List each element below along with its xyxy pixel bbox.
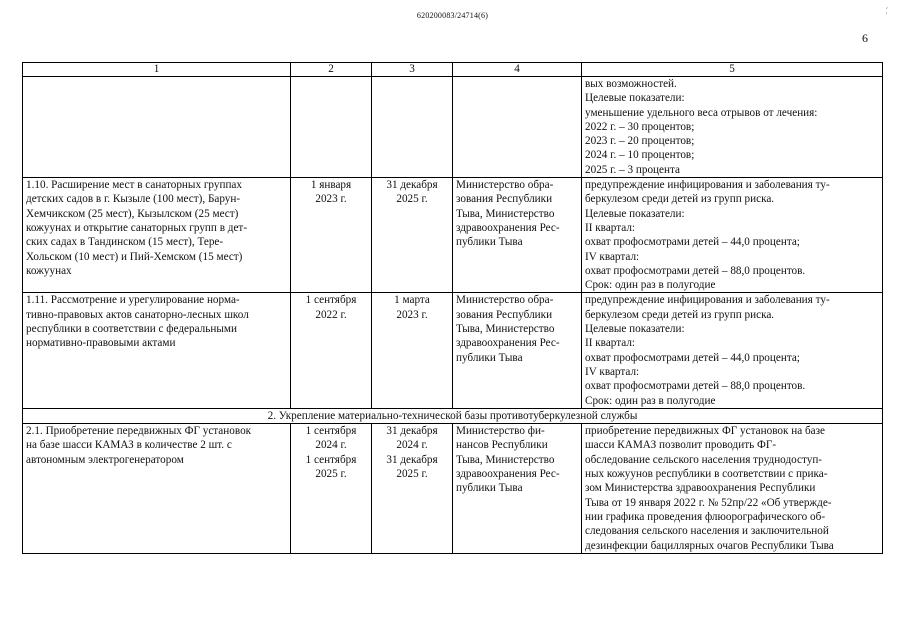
- text-line: Тыва, Министерство: [456, 453, 555, 466]
- text-line: 1 сентября: [305, 453, 357, 466]
- cell-2-1-measure: [23, 424, 291, 554]
- table-row-continuation: [23, 77, 883, 178]
- text-line: предупреждение инфицирования и заболевания ту-: [585, 179, 830, 192]
- document-id: 620200083/24714(6): [416, 11, 489, 20]
- section-header-row: [23, 408, 883, 423]
- text-line: 1.11. Рассмотрение и урегулирование норма-: [26, 294, 240, 307]
- text-line: охват профосмотрами детей – 44,0 процента;: [585, 236, 800, 249]
- cell-1-11-result: [582, 293, 883, 408]
- cell-continuation-col2: [291, 77, 372, 178]
- text-line: здравоохранения Рес-: [456, 468, 560, 481]
- cell-continuation-col4: [453, 77, 582, 178]
- column-header-4: 4: [453, 63, 582, 77]
- text-line: Тыва, Министерство: [456, 207, 555, 220]
- text-line: уменьшение удельного веса отрывов от лечения:: [585, 106, 818, 119]
- text-line: Срок: один раз в полугодие: [585, 394, 716, 407]
- text-line: 1 сентября: [305, 425, 357, 438]
- text-line: IV квартал:: [585, 365, 640, 378]
- text-line: 2.1. Приобретение передвижных ФГ установок: [26, 425, 252, 438]
- table-row-2-1: [23, 424, 883, 554]
- text-line: нормативно-правовыми актами: [26, 337, 176, 350]
- text-line: беркулезом среди детей из групп риска.: [585, 308, 775, 321]
- text-line: вых возможностей.: [585, 78, 677, 90]
- text-line: 2023 г.: [315, 193, 347, 206]
- text-line: республики в соответствии с федеральными: [26, 323, 237, 336]
- text-line: нии графика проведения флюорографического об-: [585, 510, 826, 523]
- text-line: Хемчикском (25 мест), Кызылском (25 мест): [26, 207, 239, 220]
- table-row-1-11: [23, 293, 883, 408]
- cell-2-1-end: [372, 424, 453, 554]
- text-line: 1.10. Расширение мест в санаторных группах: [26, 179, 242, 192]
- text-line: публики Тыва: [456, 482, 523, 495]
- text-line: Министерство обра-: [456, 179, 554, 192]
- cell-1-11-end: [372, 293, 453, 408]
- text-line: приобретение передвижных ФГ установок на базе: [585, 425, 826, 438]
- column-header-2: 2: [291, 63, 372, 77]
- cell-continuation-col3: [372, 77, 453, 178]
- text-line: 1 марта: [394, 294, 430, 307]
- text-line: 2025 г.: [396, 193, 428, 206]
- text-line: 1 сентября: [305, 294, 357, 307]
- text-line: 31 декабря: [386, 179, 438, 192]
- cell-1-10-result: [582, 178, 883, 293]
- text-line: детских садов в г. Кызыле (100 мест), Барун-: [26, 193, 241, 206]
- cell-2-1-start: [291, 424, 372, 554]
- text-line: 2023 г.: [396, 308, 428, 321]
- text-line: ных кожуунов республики в соответствии с прика-: [585, 468, 828, 481]
- cell-1-11-start: [291, 293, 372, 408]
- text-line: Целевые показатели:: [585, 207, 685, 220]
- text-line: IV квартал:: [585, 250, 640, 263]
- text-line: охват профосмотрами детей – 44,0 процента;: [585, 351, 800, 364]
- text-line: следования сельского населения и заключительной: [585, 525, 829, 538]
- column-header-5: 5: [582, 63, 883, 77]
- text-line: здравоохранения Рес-: [456, 337, 560, 350]
- text-line: Тыва от 19 января 2022 г. № 52пр/22 «Об утвержде-: [585, 496, 832, 509]
- text-line: 2025 г. – 3 процента: [585, 163, 680, 176]
- text-line: 2025 г.: [315, 468, 347, 481]
- text-line: кожуунах и открытие санаторных групп в дет-: [26, 221, 248, 234]
- text-line: Хольском (10 мест) и Пий-Хемском (15 мест): [26, 250, 243, 263]
- text-line: кожуунах: [26, 264, 72, 277]
- text-line: публики Тыва: [456, 351, 523, 364]
- cell-1-10-start: [291, 178, 372, 293]
- text-line: зования Республики: [456, 193, 553, 206]
- text-line: Министерство фи-: [456, 425, 545, 438]
- text-line: дезинфекции бациллярных очагов Республики Тыва: [585, 539, 834, 552]
- corner-mark: ·́: [885, 8, 888, 18]
- text-line: 31 декабря: [386, 425, 438, 438]
- cell-1-10-end: [372, 178, 453, 293]
- text-line: II квартал:: [585, 337, 636, 350]
- text-line: тивно-правовых актов санаторно-лесных школ: [26, 308, 249, 321]
- column-header-1: 1: [23, 63, 291, 77]
- text-line: Целевые показатели:: [585, 92, 685, 105]
- text-line: охват профосмотрами детей – 88,0 процентов.: [585, 264, 806, 277]
- text-line: 1 января: [310, 179, 352, 192]
- table-row-1-10: [23, 178, 883, 293]
- text-line: зом Министерства здравоохранения Республики: [585, 482, 816, 495]
- text-line: зования Республики: [456, 308, 553, 321]
- text-line: автономным электрогенератором: [26, 453, 184, 466]
- text-line: Министерство обра-: [456, 294, 554, 307]
- text-line: публики Тыва: [456, 236, 523, 249]
- page-number: 6: [862, 31, 868, 45]
- text-line: нансов Республики: [456, 439, 548, 452]
- text-line: на базе шасси КАМАЗ в количестве 2 шт. с: [26, 439, 232, 452]
- column-header-3: 3: [372, 63, 453, 77]
- cell-1-10-measure: [23, 178, 291, 293]
- cell-2-1-result: [582, 424, 883, 554]
- text-line: 2024 г.: [396, 439, 428, 452]
- text-line: 31 декабря: [386, 453, 438, 466]
- cell-1-11-responsible: [453, 293, 582, 408]
- text-line: 2022 г. – 30 процентов;: [585, 120, 695, 133]
- text-line: 2024 г.: [315, 439, 347, 452]
- cell-1-10-responsible: [453, 178, 582, 293]
- text-line: 2025 г.: [396, 468, 428, 481]
- column-header-row: [23, 63, 883, 77]
- text-line: 2023 г. – 20 процентов;: [585, 135, 695, 148]
- text-line: здравоохранения Рес-: [456, 221, 560, 234]
- text-line: Тыва, Министерство: [456, 323, 555, 336]
- text-line: Срок: один раз в полугодие: [585, 279, 716, 292]
- cell-1-11-measure: [23, 293, 291, 408]
- text-line: II квартал:: [585, 221, 636, 234]
- text-line: 2022 г.: [315, 308, 347, 321]
- text-line: предупреждение инфицирования и заболевания ту-: [585, 294, 830, 307]
- cell-2-1-responsible: [453, 424, 582, 554]
- cell-continuation-col1: [23, 77, 291, 178]
- text-line: беркулезом среди детей из групп риска.: [585, 193, 775, 206]
- section-2-title: 2. Укрепление материально-технической базы противотуберкулезной службы: [23, 408, 883, 423]
- text-line: ских садах в Тандинском (15 мест), Тере-: [26, 236, 224, 249]
- plan-table: [22, 62, 883, 554]
- text-line: Целевые показатели:: [585, 323, 685, 336]
- cell-continuation-col5: [582, 77, 883, 178]
- text-line: 2024 г. – 10 процентов;: [585, 149, 695, 162]
- text-line: шасси КАМАЗ позволит проводить ФГ-: [585, 439, 777, 452]
- text-line: обследование сельского населения труднодоступ-: [585, 453, 823, 466]
- text-line: охват профосмотрами детей – 88,0 процентов.: [585, 380, 806, 393]
